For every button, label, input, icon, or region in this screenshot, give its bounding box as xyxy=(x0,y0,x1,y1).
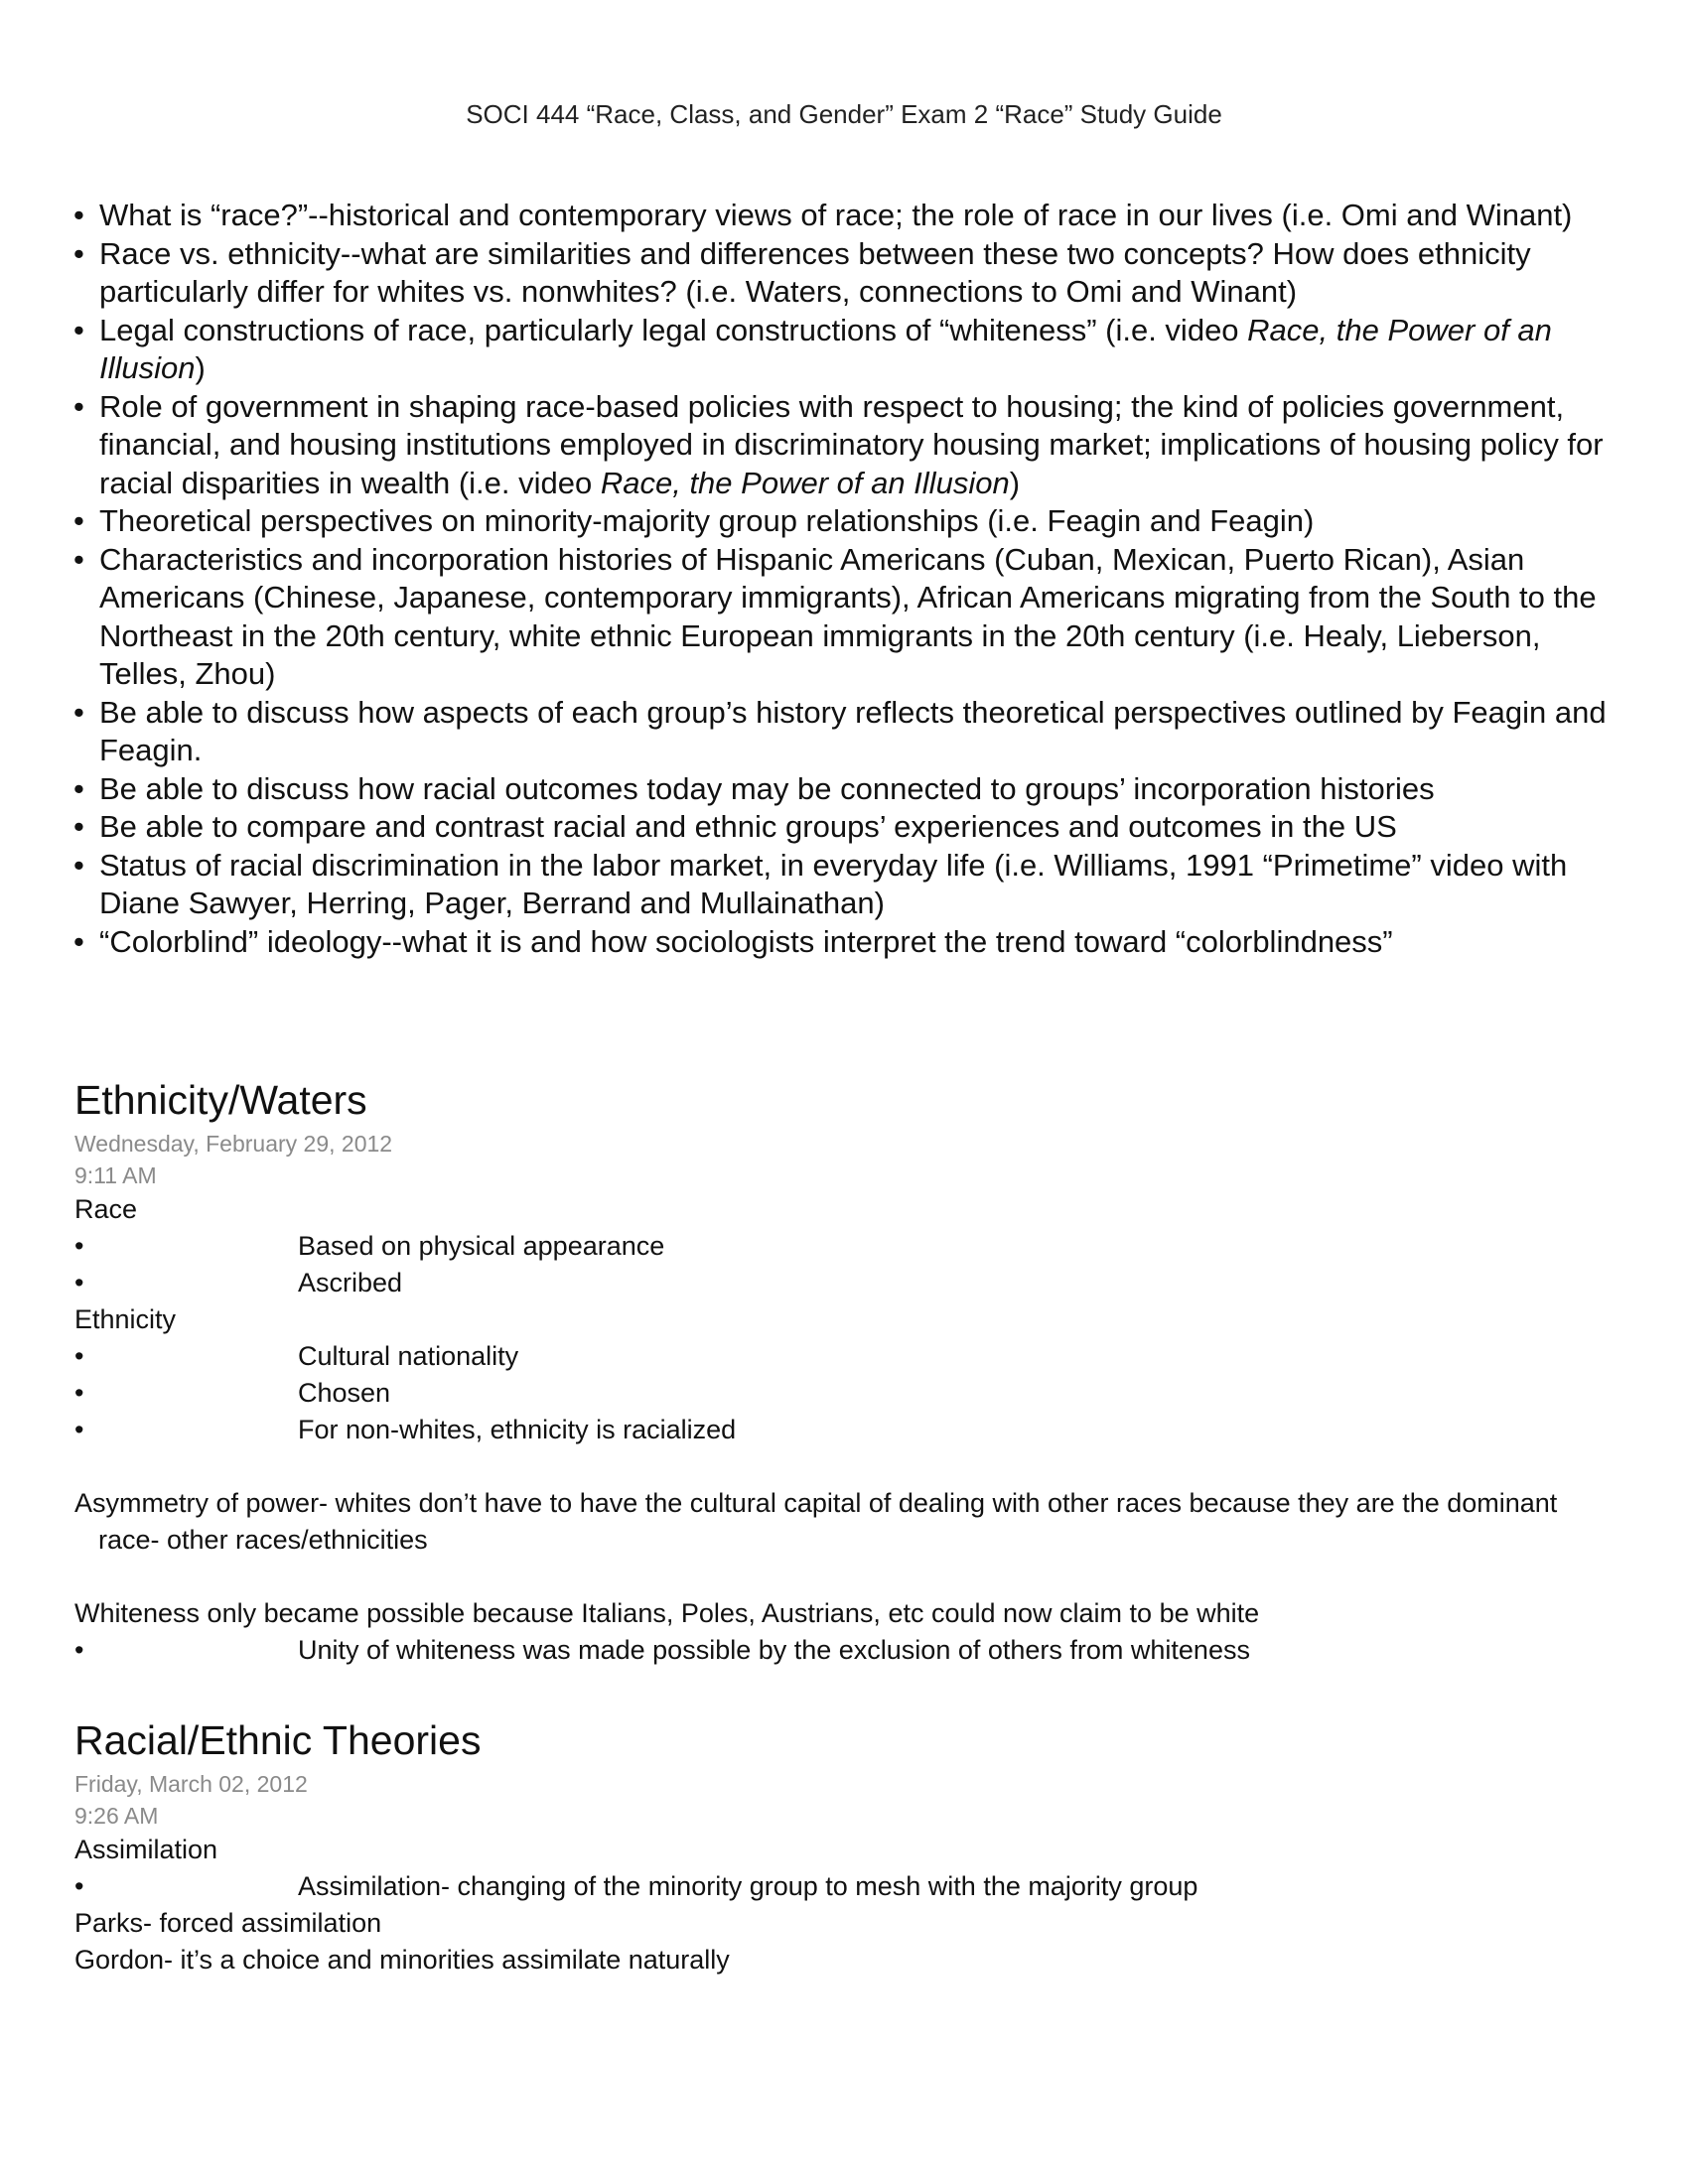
note-date: Wednesday, February 29, 2012 xyxy=(74,1131,393,1157)
spacer xyxy=(74,1559,1623,1595)
bullet-item: • Cultural nationality xyxy=(74,1338,1623,1375)
list-item: • Be able to discuss how aspects of each group’s history reflects theoretical perspectives outlined by Feagin and Feagin. xyxy=(71,694,1620,770)
note-paragraph: Parks- forced assimilation xyxy=(74,1908,382,1938)
note-date: Friday, March 02, 2012 xyxy=(74,1771,308,1797)
list-item: • Role of government in shaping race-based policies with respect to housing; the kind of policies government, financial, and housing institutions employed in discriminatory housing market; implications of housing policy for racial disparities in wealth (i.e. video Race, the Power of an Illusion) xyxy=(71,388,1620,503)
note-time: 9:11 AM xyxy=(74,1162,157,1188)
list-item: • “Colorblind” ideology--what it is and how sociologists interpret the trend toward “colorblindness” xyxy=(71,923,1620,962)
note-paragraph: Whiteness only became possible because Italians, Poles, Austrians, etc could now claim to be white xyxy=(74,1598,1260,1628)
bullet-item: • Assimilation- changing of the minority group to mesh with the majority group xyxy=(74,1868,1623,1905)
list-item: • Be able to compare and contrast racial and ethnic groups’ experiences and outcomes in the US xyxy=(71,808,1620,847)
bullet-icon: • xyxy=(74,1871,84,1901)
list-item: • Legal constructions of race, particularly legal constructions of “whiteness” (i.e. video Race, the Power of an Illusion) xyxy=(71,312,1620,388)
bullet-item: • Chosen xyxy=(74,1375,1623,1412)
bullet-icon: • xyxy=(74,1415,84,1444)
bullet-icon: • xyxy=(74,1268,84,1297)
bullet-item: • For non-whites, ethnicity is racialized xyxy=(74,1412,1623,1448)
spacer xyxy=(74,1448,1623,1485)
bullet-icon: • xyxy=(74,1378,84,1408)
label-ethnicity: Ethnicity xyxy=(74,1304,177,1334)
bullet-item: • Based on physical appearance xyxy=(74,1228,1623,1265)
bullet-icon: • xyxy=(74,1341,84,1371)
study-guide-list xyxy=(71,197,1620,961)
bullet-item: • Ascribed xyxy=(74,1265,1623,1301)
list-item: • Status of racial discrimination in the labor market, in everyday life (i.e. Williams, 1991 “Primetime” video with Diane Sawyer, Herring, Pager, Berrand and Mullainathan) xyxy=(71,847,1620,923)
video-title: Race, the Power of an Illusion xyxy=(600,465,1010,500)
section-title: Ethnicity/Waters xyxy=(74,1077,367,1123)
list-item: • Theoretical perspectives on minority-majority group relationships (i.e. Feagin and Feagin) xyxy=(71,502,1620,541)
list-item: • Characteristics and incorporation histories of Hispanic Americans (Cuban, Mexican, Puerto Rican), Asian Americans (Chinese, Japanese, contemporary immigrants), African Americans migrating from the South to the Northeast in the 20th century, white ethnic European immigrants in the 20th century (i.e. Healy, Lieberson, Telles, Zhou) xyxy=(71,541,1620,694)
note-time: 9:26 AM xyxy=(74,1803,159,1829)
note-section-theories xyxy=(74,1712,1623,1979)
section-title: Racial/Ethnic Theories xyxy=(74,1717,482,1763)
note-section-ethnicity xyxy=(74,1072,1623,1669)
document-title: SOCI 444 “Race, Class, and Gender” Exam 2 “Race” Study Guide xyxy=(466,99,1222,129)
list-item: • Race vs. ethnicity--what are similarities and differences between these two concepts? How does ethnicity particularly differ for whites vs. nonwhites? (i.e. Waters, connections to Omi and Winant) xyxy=(71,235,1620,312)
bullet-item: • Unity of whiteness was made possible by the exclusion of others from whiteness xyxy=(74,1632,1623,1669)
label-assimilation: Assimilation xyxy=(74,1835,218,1864)
list-item: • What is “race?”--historical and contemporary views of race; the role of race in our lives (i.e. Omi and Winant) xyxy=(71,197,1620,235)
bullet-icon: • xyxy=(74,1635,84,1665)
list-item: • Be able to discuss how racial outcomes today may be connected to groups’ incorporation histories xyxy=(71,770,1620,809)
bullet-icon: • xyxy=(74,1231,84,1261)
note-paragraph: Gordon- it’s a choice and minorities assimilate naturally xyxy=(74,1945,730,1975)
label-race: Race xyxy=(74,1194,138,1224)
note-paragraph: Asymmetry of power- whites don’t have to have the cultural capital of dealing with other races because they are the dominant race- other races/ethnicities xyxy=(74,1488,1558,1555)
video-title: Race, the Power of an Illusion xyxy=(99,312,1552,385)
